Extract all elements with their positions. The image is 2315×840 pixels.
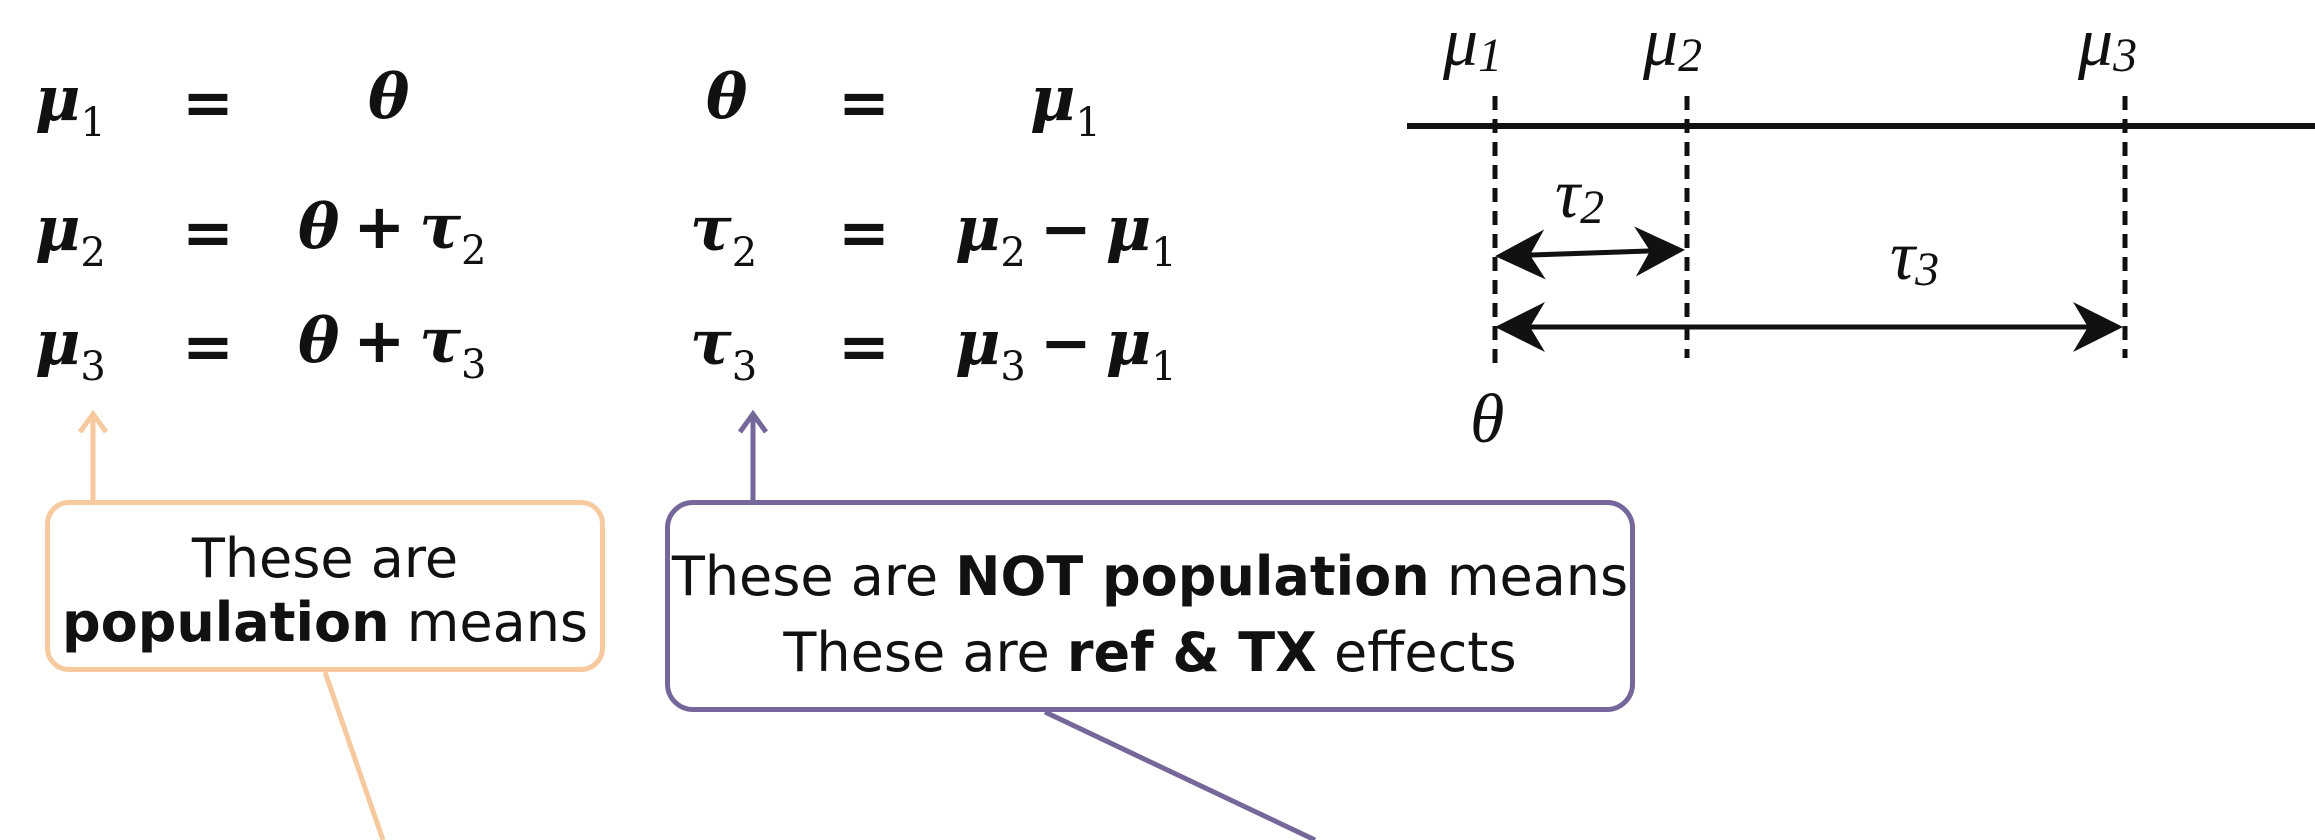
mu3-label-sym: μ (2078, 4, 2114, 81)
mu2-label-sym: μ (1643, 4, 1679, 81)
tau3-label-sub: 3 (1915, 243, 1940, 296)
tau2-label-sym: τ (1555, 156, 1581, 233)
eq-left-2-lhs-sub: 2 (80, 230, 106, 276)
equation-right-3-lhs (690, 306, 758, 390)
equation-left-2-equals: = (182, 196, 234, 269)
effects-tail-line (1045, 712, 1315, 840)
eq-left-3-tau-sub: 3 (461, 342, 487, 388)
population-callout-line2 (50, 591, 600, 655)
eq-right-1-mu: μ (1030, 62, 1076, 135)
mu1-label-sym: μ (1443, 4, 1479, 81)
population-callout-bold: population (61, 591, 390, 654)
eq-right-3-mu2-sub: 1 (1151, 344, 1177, 390)
equation-right-2-lhs (690, 192, 758, 276)
mu1-label (1443, 4, 1503, 82)
eq-left-3-lhs: μ (35, 306, 81, 379)
eq-left-3-lhs-sub: 3 (80, 344, 106, 390)
equation-right-1-lhs: θ (706, 60, 748, 133)
mu3-label-sub: 3 (2113, 29, 2138, 82)
eq-right-2-minus: − (1039, 192, 1092, 265)
eq-right-2-tau: τ (690, 192, 732, 265)
eq-left-2-plus: + (353, 190, 406, 263)
eq-left-2-tau-sub: 2 (461, 228, 487, 274)
effects-line2-bold: ref & TX (1066, 621, 1317, 684)
eq-right-2-tau-sub: 2 (731, 230, 758, 276)
eq-left-3-plus: + (353, 304, 406, 377)
population-tail-line (325, 672, 383, 840)
mu1-label-sub: 1 (1478, 29, 1503, 82)
effects-line2-post: effects (1316, 621, 1517, 684)
equation-left-2 (35, 192, 106, 276)
equation-left-1-equals: = (182, 66, 234, 139)
equation-right-2-equals: = (838, 196, 890, 269)
tau3-label (1890, 218, 1940, 296)
eq-right-3-tau: τ (690, 306, 732, 379)
eq-right-3-minus: − (1039, 306, 1092, 379)
eq-left-2-tau: τ (419, 190, 462, 263)
eq-left-3-theta: θ (298, 304, 340, 377)
population-means-callout (45, 500, 605, 672)
equation-right-2-rhs (955, 192, 1177, 276)
effects-line2-pre: These are (783, 621, 1067, 684)
effects-line1-bold: NOT population (955, 545, 1430, 608)
eq-right-2-mu-sub: 2 (1000, 230, 1026, 276)
effects-callout-line2 (670, 603, 1630, 703)
mu3-label (2078, 4, 2138, 82)
equation-left-1 (35, 62, 106, 146)
eq-right-3-mu-sub: 3 (1000, 344, 1026, 390)
eq-left-2-lhs: μ (35, 192, 81, 265)
eq-right-3-tau-sub: 3 (731, 344, 758, 390)
mu2-label (1643, 4, 1703, 82)
eq-left-1-lhs: μ (35, 62, 81, 135)
eq-right-3-mu: μ (955, 306, 1001, 379)
eq-right-2-mu: μ (955, 192, 1001, 265)
equation-right-1-rhs (1030, 62, 1101, 146)
equation-left-3-rhs (298, 304, 487, 388)
effects-line1-pre: These are (671, 545, 956, 608)
population-callout-line1: These are (191, 527, 459, 590)
equation-right-3-equals: = (838, 310, 890, 383)
tau2-double-arrow (1500, 250, 1680, 256)
eq-right-2-mu2: μ (1105, 192, 1152, 265)
equation-left-3-equals: = (182, 310, 234, 383)
equation-left-1-rhs: θ (368, 60, 410, 133)
tau2-label (1555, 156, 1605, 234)
tau2-label-sub: 2 (1580, 181, 1605, 234)
eq-left-3-tau: τ (419, 304, 462, 377)
equation-right-1-equals: = (838, 66, 890, 139)
equation-left-3 (35, 306, 106, 390)
eq-left-2-theta: θ (298, 190, 340, 263)
equation-right-3-rhs (955, 306, 1177, 390)
eq-left-1-lhs-sub: 1 (80, 100, 106, 146)
eq-right-3-mu2: μ (1105, 306, 1152, 379)
mu2-label-sub: 2 (1678, 29, 1703, 82)
population-callout-rest: means (389, 591, 589, 654)
equation-left-2-rhs (298, 190, 487, 274)
eq-right-1-mu-sub: 1 (1075, 100, 1101, 146)
theta-label: θ (1470, 381, 1505, 458)
effects-callout (665, 500, 1635, 712)
eq-right-2-mu2-sub: 1 (1151, 230, 1177, 276)
effects-line1-post: means (1429, 545, 1629, 608)
tau3-label-sym: τ (1890, 218, 1916, 295)
